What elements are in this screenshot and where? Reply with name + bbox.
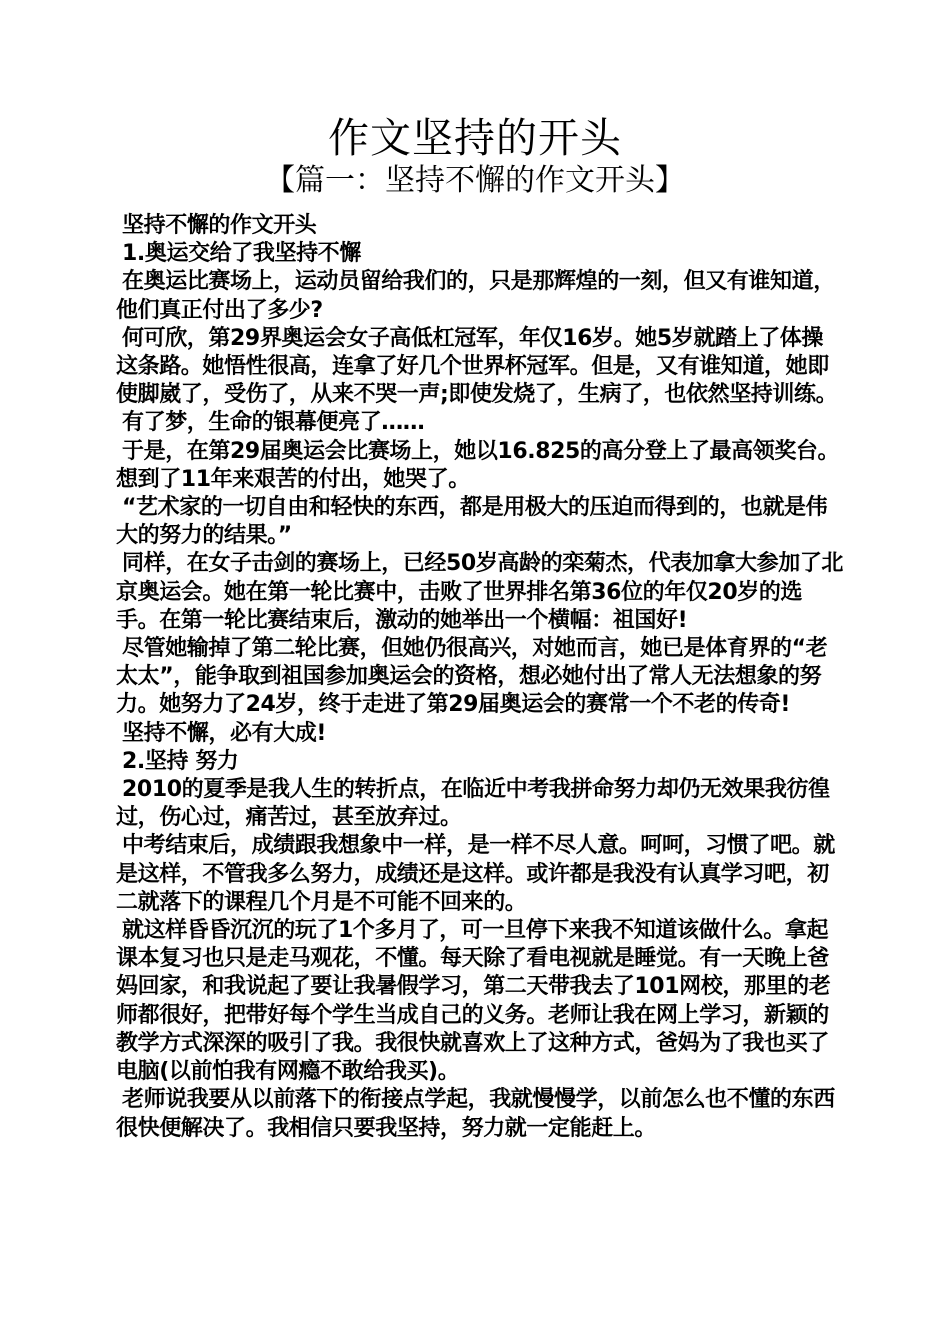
- paragraph: 在奥运比赛场上，运动员留给我们的，只是那辉煌的一刻，但又有谁知道，他们真正付出了多少?: [116, 269, 835, 323]
- paragraph: 有了梦，生命的银幕便亮了……: [122, 410, 425, 436]
- document-body: [116, 212, 844, 1143]
- paragraph: 2010的夏季是我人生的转折点，在临近中考我拼命努力却仍无效果我彷徨过，伤心过，痛苦过，甚至放弃过。: [116, 777, 830, 831]
- paragraph: 于是，在第29届奥运会比赛场上，她以16.825的高分登上了最高领奖台。想到了11年来艰苦的付出，她哭了。: [116, 438, 840, 492]
- paragraph: 坚持不懈的作文开头: [122, 213, 317, 238]
- paragraph: 中考结束后，成绩跟我想象中一样，是一样不尽人意。呵呵，习惯了吧。就是这样，不管我多么努力，成绩还是这样。或许都是我没有认真学习吧，初二就落下的课程几个月是不可能不回来的。: [116, 833, 835, 915]
- paragraph: 老师说我要从以前落下的衔接点学起，我就慢慢学，以前怎么也不懂的东西很快便解决了。我相信只要我坚持，努力就一定能赶上。: [116, 1087, 835, 1141]
- document-subtitle: 【篇一：坚持不懈的作文开头】: [265, 163, 685, 198]
- paragraph: 就这样昏昏沉沉的玩了1个多月了，可一旦停下来我不知道该做什么。拿起课本复习也只是走马观花，不懂。每天除了看电视就是睡觉。有一天晚上爸妈回家，和我说起了要让我暑假学习，第二天带我去了101网校，那里的老师都很好，把带好每个学生当成自己的义务。老师让我在网上学习，新颖的教学方式深深的吸引了我。我很快就喜欢上了这种方式，爸妈为了我也买了电脑(以前怕我有网瘾不敢给我买)。: [116, 918, 831, 1085]
- paragraph: “艺术家的一切自由和轻快的东西，都是用极大的压迫而得到的，也就是伟大的努力的结果。”: [116, 495, 828, 549]
- document-title: 作文坚持的开头: [328, 114, 622, 162]
- paragraph: 1.奥运交给了我坚持不懈: [122, 241, 361, 267]
- paragraph: 2.坚持 努力: [122, 748, 239, 774]
- paragraph: 尽管她输掉了第二轮比赛，但她仍很高兴，对她而言，她已是体育界的“老太太”，能争取到祖国参加奥运会的资格，想必她付出了常人无法想象的努力。她努力了24岁，终于走进了第29届奥运会的赛常一个不老的传奇!: [116, 636, 828, 718]
- paragraph: 何可欣，第29界奥运会女子高低杠冠军，年仅16岁。她5岁就踏上了体操这条路。她悟性很高，连拿了好几个世界杯冠军。但是，又有谁知道，她即使脚崴了，受伤了，从来不哭一声;即使发烧了，生病了，也依然坚持训练。: [116, 325, 838, 408]
- paragraph: 坚持不懈，必有大成!: [122, 720, 327, 746]
- paragraph: 同样，在女子击剑的赛场上，已经50岁高龄的栾菊杰，代表加拿大参加了北京奥运会。她在第一轮比赛中，击败了世界排名第36位的年仅20岁的选手。在第一轮比赛结束后，激动的她举出一个横幅：祖国好!: [116, 551, 844, 633]
